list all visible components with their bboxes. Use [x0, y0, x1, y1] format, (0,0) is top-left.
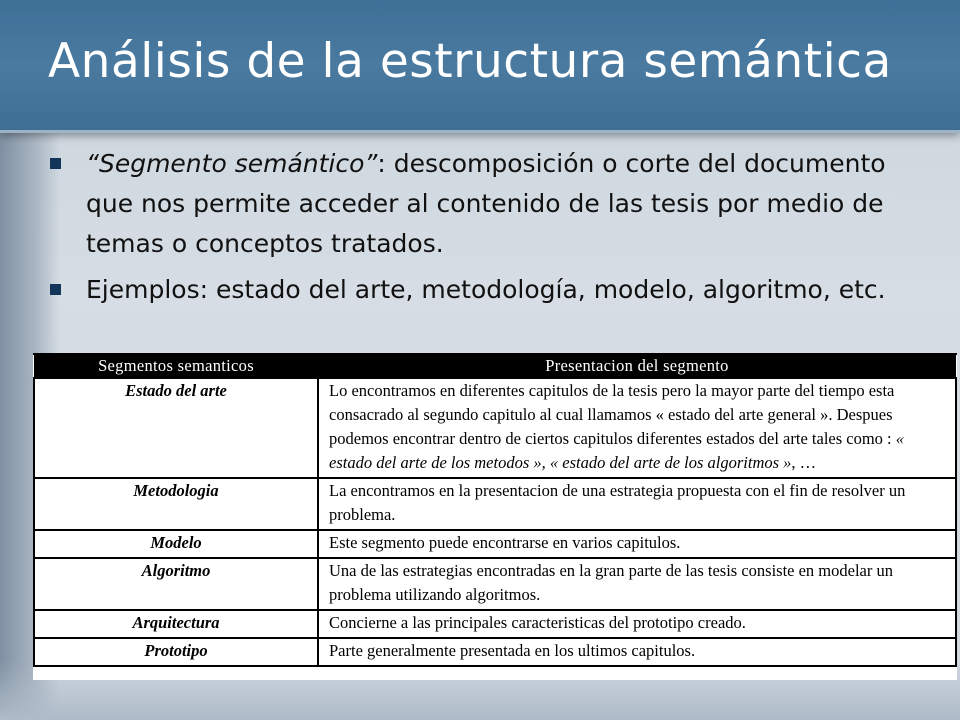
table-row — [34, 478, 956, 530]
table-row — [34, 530, 956, 558]
segment-name: Prototipo — [34, 638, 318, 666]
bullet-item-examples — [48, 270, 928, 310]
square-bullet-icon — [50, 158, 61, 169]
bullet-list — [48, 144, 928, 316]
bullet-text: : descomposición o corte del documento que nos permite acceder al contenido de las tesis por medio de temas o conceptos tratados. — [86, 149, 886, 258]
table-header-row — [34, 355, 956, 378]
table-row — [34, 558, 956, 610]
segment-name: Algoritmo — [34, 558, 318, 610]
segment-description: Una de las estrategias encontradas en la gran parte de las tesis consiste en modelar un problema utilizando algoritmos. — [318, 558, 956, 610]
segment-description: Lo encontramos en diferentes capitulos de la tesis pero la mayor parte del tiempo esta consacrado al segundo capitulo al cual llamamos « estado del arte general ». Despues podemos encontrar dentro de ciertos capitulos diferentes estados del arte tales como : « estado del arte de los metodos », « estado del arte de los algoritmos », … — [318, 378, 956, 478]
segments-table — [33, 355, 957, 667]
table-row — [34, 378, 956, 478]
bullet-item-definition — [48, 144, 928, 264]
segment-description: Parte generalmente presentada en los ultimos capitulos. — [318, 638, 956, 666]
column-header-presentation: Presentacion del segmento — [318, 355, 956, 378]
segment-name: Arquitectura — [34, 610, 318, 638]
segment-name: Modelo — [34, 530, 318, 558]
square-bullet-icon — [50, 284, 61, 295]
slide-header — [0, 0, 960, 133]
column-header-segment: Segmentos semanticos — [34, 355, 318, 378]
segment-description: Concierne a las principales caracteristicas del prototipo creado. — [318, 610, 956, 638]
segment-name: Estado del arte — [34, 378, 318, 478]
table-row — [34, 638, 956, 666]
segment-description: Este segmento puede encontrarse en varios capitulos. — [318, 530, 956, 558]
slide-title: Análisis de la estructura semántica — [48, 34, 892, 89]
table-row — [34, 610, 956, 638]
segment-name: Metodologia — [34, 478, 318, 530]
quoted-term: “Segmento semántico” — [86, 149, 378, 178]
bullet-text: Ejemplos: estado del arte, metodología, modelo, algoritmo, etc. — [86, 275, 886, 304]
segments-table-container — [33, 353, 957, 680]
segment-description: La encontramos en la presentacion de una estrategia propuesta con el fin de resolver un problema. — [318, 478, 956, 530]
